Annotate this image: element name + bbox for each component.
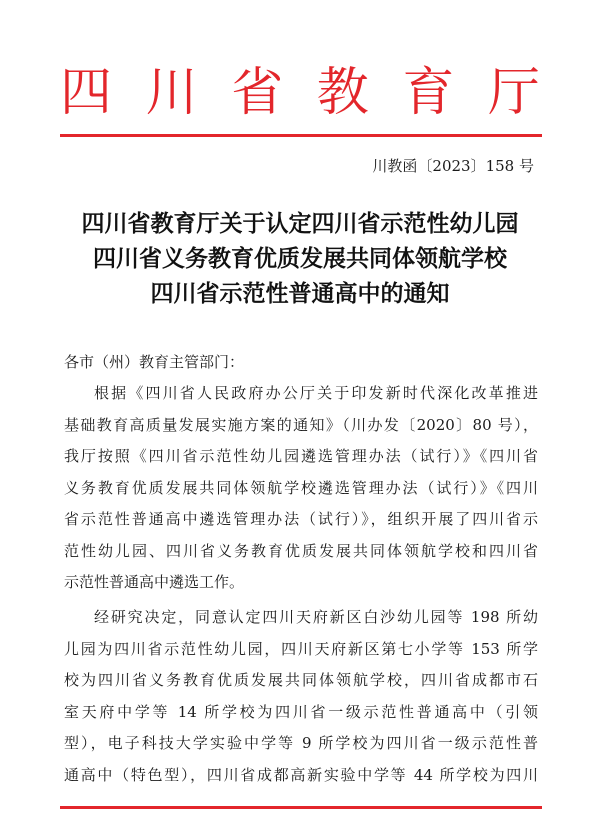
document-number: 川教函〔2023〕158 号 [372,157,534,175]
issuing-authority-title [60,58,540,128]
paragraph-line: 校为四川省义务教育优质发展共同体领航学校，四川省成都市石 [64,671,538,689]
paragraph-line: 经研究决定，同意认定四川天府新区白沙幼儿园等 198 所幼 [94,608,538,626]
title-char: 四 [60,63,113,123]
paragraph-line: 义务教育优质发展共同体领航学校遴选管理办法（试行）》《四川 [64,478,538,497]
title-line: 四川省示范性普通高中的通知 [150,280,450,307]
paragraph-line: 型），电子科技大学实验中学等 9 所学校为四川省一级示范性普 [64,734,538,752]
paragraph-line: 根据《四川省人民政府办公厅关于印发新时代深化改革推进 [94,384,538,402]
paragraph-line: 我厅按照《四川省示范性幼儿园遴选管理办法（试行）》《四川省 [64,447,538,465]
paragraph-line: 通高中（特色型），四川省成都高新实验中学等 44 所学校为四川 [64,765,538,784]
header-divider [60,134,542,137]
paragraph-line: 省示范性普通高中遴选管理办法（试行）》，组织开展了四川省示 [64,510,538,528]
paragraph-line: 室天府中学等 14 所学校为四川省一级示范性普通高中（引领 [64,702,538,721]
title-char: 育 [402,63,455,123]
paragraph-1 [64,378,538,599]
document-title [40,206,560,311]
title-line: 四川省义务教育优质发展共同体领航学校 [93,245,507,272]
paragraph-2 [64,602,538,791]
salutation: 各市（州）教育主管部门： [64,353,245,371]
paragraph-line: 示范性普通高中遴选工作。 [64,573,245,591]
paragraph-line: 范性幼儿园、四川省义务教育优质发展共同体领航学校和四川省 [64,541,538,560]
title-line: 四川省教育厅关于认定四川省示范性幼儿园 [81,210,519,237]
title-char: 教 [316,63,369,123]
title-char: 川 [145,63,198,123]
title-char: 厅 [487,63,540,123]
paragraph-line: 基础教育高质量发展实施方案的通知》（川办发〔2020〕80 号）， [64,415,538,434]
footer-divider [60,806,542,809]
title-char: 省 [231,63,284,123]
paragraph-line: 儿园为四川省示范性幼儿园，四川天府新区第七小学等 153 所学 [64,639,538,658]
